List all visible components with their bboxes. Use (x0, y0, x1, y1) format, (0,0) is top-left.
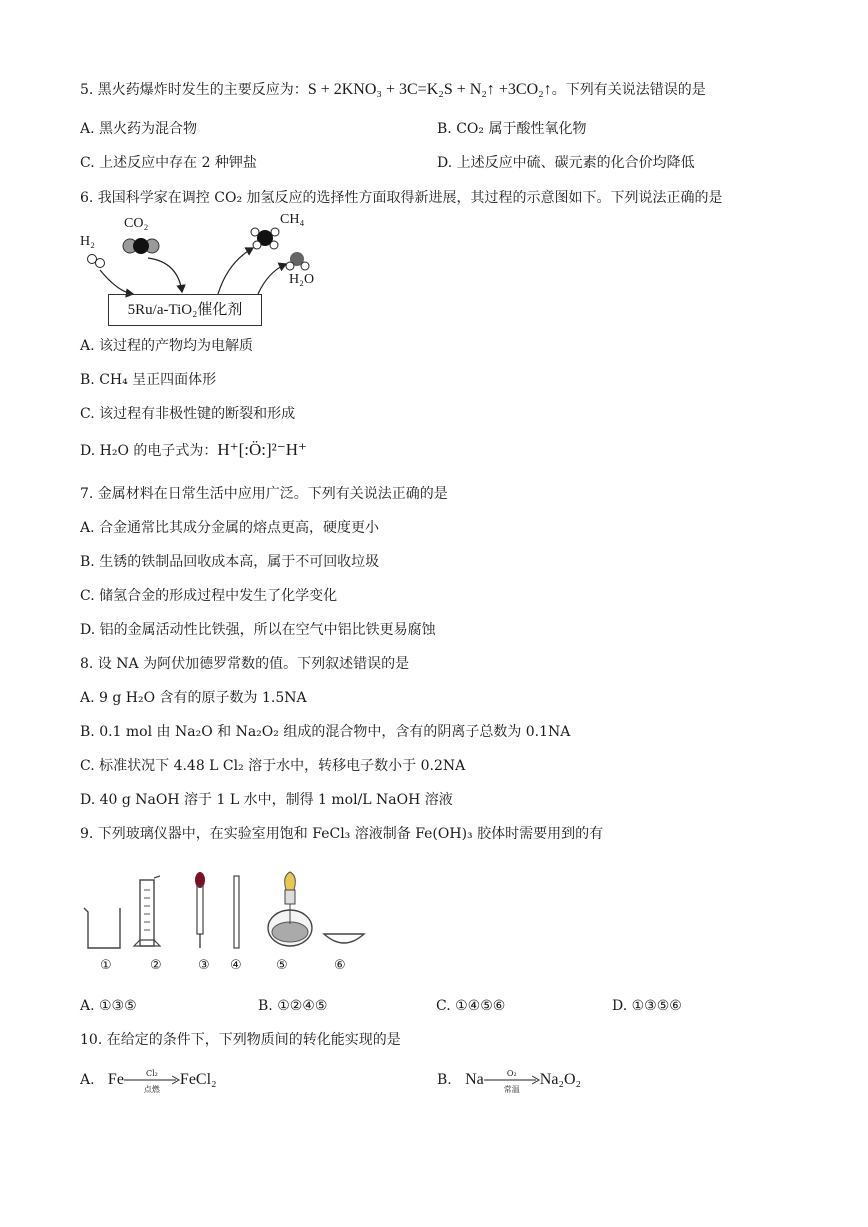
q6-option-c: C. 该过程有非极性键的断裂和形成 (80, 406, 296, 422)
apparatus-label-6: ⑥ (334, 958, 346, 973)
q9-option-b: B. ①②④⑤ (258, 998, 328, 1014)
apparatus-label-5: ⑤ (276, 958, 288, 973)
q8-option-b: B. 0.1 mol 由 Na₂O 和 Na₂O₂ 组成的混合物中，含有的阴离子总数为 0.1NA (80, 724, 571, 740)
alcohol-lamp-icon (268, 872, 312, 946)
h2o-label: H₂O (289, 272, 315, 287)
q9-option-d: D. ①③⑤⑥ (612, 998, 682, 1014)
q8-option-d: D. 40 g NaOH 溶于 1 L 水中，制得 1 mol/L NaOH 溶液 (80, 792, 453, 808)
q5-option-d: D. 上述反应中硫、碳元素的化合价均降低 (437, 155, 695, 171)
h2o-electron-formula: H⁺[:Ö:]²⁻H⁺ (217, 440, 307, 459)
co2-label: CO₂ (124, 216, 149, 231)
ch4-label: CH₄ (280, 212, 305, 227)
q7-option-d: D. 铝的金属活动性比铁强，所以在空气中铝比铁更易腐蚀 (80, 622, 436, 638)
apparatus-label-3: ③ (198, 958, 210, 973)
q7-option-b: B. 生锈的铁制品回收成本高，属于不可回收垃圾 (80, 554, 380, 570)
q5-stem: 5. 黑火药爆炸时发生的主要反应为：S + 2KNO₃ + 3C=K₂S + N₂↑ +3CO₂↑。下列有关说法错误的是 (80, 81, 706, 98)
q10-option-a: A. Fe Cl₂ 点燃 FeCl₂ (80, 1069, 217, 1094)
q8-stem: 8. 设 NA 为阿伏加德罗常数的值。下列叙述错误的是 (80, 656, 410, 672)
c-atom-icon (133, 238, 149, 254)
q9-option-a: A. ①③⑤ (80, 998, 137, 1014)
h2-to-catalyst-arrow (100, 270, 133, 294)
apparatus-label-2: ② (150, 958, 162, 973)
q7-stem: 7. 金属材料在日常生活中应用广泛。下列有关说法正确的是 (80, 486, 448, 502)
h-atom-icon (301, 262, 309, 270)
q6-option-d: D. H₂O 的电子式为：H⁺[:Ö:]²⁻H⁺ (80, 440, 307, 459)
dropper-icon (195, 872, 205, 948)
q7-option-c: C. 储氢合金的形成过程中发生了化学变化 (80, 588, 338, 604)
glassware-figure (78, 868, 378, 953)
q5-option-c: C. 上述反应中存在 2 种钾盐 (80, 155, 257, 171)
q10-b-arrow: O₂ 常温 (484, 1070, 540, 1090)
h2-label: H₂ (80, 234, 95, 249)
q10-stem: 10. 在给定的条件下，下列物质间的转化能实现的是 (80, 1032, 401, 1048)
q8-option-c: C. 标准状况下 4.48 L Cl₂ 溶于水中，转移电子数小于 0.2NA (80, 758, 466, 774)
q6-stem: 6. 我国科学家在调控 CO₂ 加氢反应的选择性方面取得新进展，其过程的示意图如下。下列说法正确的是 (80, 190, 723, 206)
q5-equation: S + 2KNO₃ + 3C=K₂S + N₂↑ +3CO₂↑ (307, 81, 552, 98)
catalyst-to-ch4-arrow (218, 248, 253, 294)
glassware-drawing (78, 868, 378, 953)
q9-stem: 9. 下列玻璃仪器中，在实验室用饱和 FeCl₃ 溶液制备 Fe(OH)₃ 胶体时需要用到的有 (80, 826, 604, 842)
q6-option-a: A. 该过程的产物均为电解质 (80, 338, 254, 354)
q8-option-a: A. 9 g H₂O 含有的原子数为 1.5NA (80, 690, 307, 706)
q7-option-a: A. 合金通常比其成分金属的熔点更高，硬度更小 (80, 520, 380, 536)
beaker-icon (84, 908, 120, 948)
h-atom-icon (96, 259, 105, 268)
catalyst-box: 5Ru/a-TiO₂催化剂 (108, 294, 262, 326)
h-atom-icon (270, 241, 278, 249)
q10-a-arrow: Cl₂ 点燃 (124, 1070, 180, 1090)
apparatus-label-4: ④ (230, 958, 242, 973)
q5-option-a: A. 黑火药为混合物 (80, 121, 198, 137)
q10-option-b: B. Na O₂ 常温 Na₂O₂ (437, 1069, 582, 1094)
apparatus-label-1: ① (100, 958, 112, 973)
q5-option-b: B. CO₂ 属于酸性氧化物 (437, 121, 587, 137)
h-atom-icon (271, 228, 279, 236)
h-atom-icon (253, 241, 261, 249)
co2-to-catalyst-arrow (148, 258, 182, 292)
evaporating-dish-icon (324, 934, 364, 943)
glass-rod-icon (234, 876, 239, 948)
h-atom-icon (286, 262, 294, 270)
catalyst-to-h2o-arrow (258, 264, 286, 294)
graduated-cylinder-icon (134, 876, 160, 946)
q9-option-c: C. ①④⑤⑥ (436, 998, 506, 1014)
h-atom-icon (251, 228, 259, 236)
q6-option-b: B. CH₄ 呈正四面体形 (80, 372, 217, 388)
